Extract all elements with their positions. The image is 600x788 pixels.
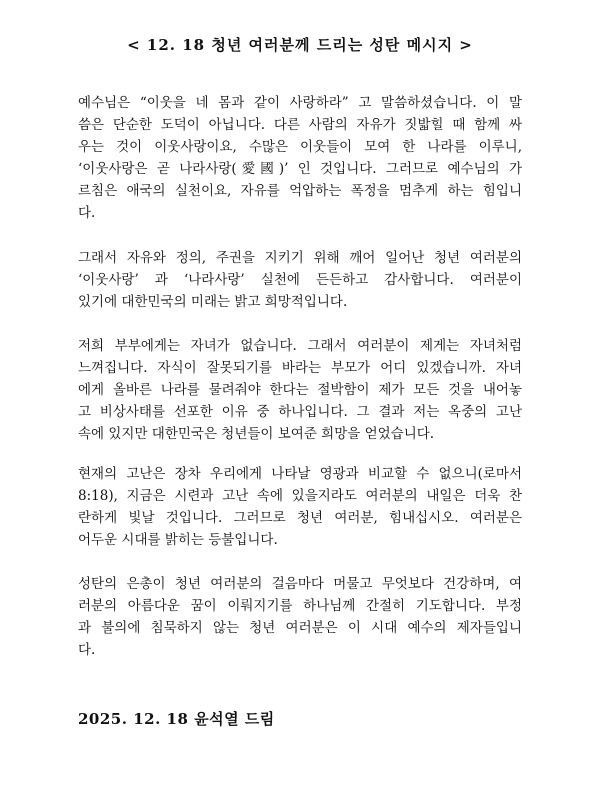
text-line: 씀은 단순한 도덕이 아닙니다. 다른 사람의 자유가 짓밟힐 때 함께 싸 [78,117,522,133]
paragraph-1 [78,92,522,224]
text-line: 있기에 대한민국의 미래는 밝고 희망적입니다. [78,294,348,310]
text-line: 고 비상사태를 선포한 이유 중 하나입니다. 그 결과 저는 옥중의 고난 [78,404,522,420]
text-line: 예수님은 “이웃을 네 몸과 같이 사랑하라” 고 말씀하셨습니다. 이 말 [78,95,522,111]
text-line: 그래서 자유와 정의, 주권을 지키기 위해 깨어 일어난 청년 여러분의 [78,250,522,266]
text-line: 어두운 시대를 밝히는 등불입니다. [78,532,278,548]
paragraph-3 [78,335,522,445]
text-line: 우는 것이 이웃사랑이요, 수많은 이웃들이 모여 한 나라를 이루니, [78,139,522,155]
text-line: 에게 올바른 나라를 물려줘야 한다는 절박함이 제가 모든 것을 내어놓 [78,382,522,398]
text-line: 저희 부부에게는 자녀가 없습니다. 그래서 여러분이 제게는 자녀처럼 [78,338,522,354]
text-line: 현재의 고난은 장차 우리에게 나타날 영광과 비교할 수 없으니(로마서 [78,466,522,482]
text-line: 8:18), 지금은 시련과 고난 속에 있을지라도 여러분의 내일은 더욱 찬 [78,488,522,504]
text-line: 란하게 빛날 것입니다. 그러므로 청년 여러분, 힘내십시오. 여러분은 [78,510,522,526]
signature: 2025. 12. 18 윤석열 드림 [78,710,275,728]
text-line: 다. [78,205,96,221]
text-line: 다. [78,642,96,658]
paragraph-2 [78,247,522,313]
text-line: ‘이웃사랑은 곧 나라사랑(愛國)’ 인 것입니다. 그러므로 예수님의 가 [78,161,522,177]
paragraph-5 [78,573,522,661]
text-line: 속에 있지만 대한민국은 청년들이 보여준 희망을 얻었습니다. [78,426,435,442]
text-line: 과 불의에 침묵하지 않는 청년 여러분은 이 시대 예수의 제자들입니 [78,620,522,636]
text-line: 러분의 아름다운 꿈이 이뤄지기를 하나님께 간절히 기도합니다. 부정 [78,598,522,614]
paragraph-4 [78,463,522,551]
text-line: ‘이웃사랑’ 과 ‘나라사랑’ 실천에 든든하고 감사합니다. 여러분이 [78,272,522,288]
text-line: 느껴집니다. 자식이 잘못되기를 바라는 부모가 어디 있겠습니까. 자녀 [78,360,522,376]
text-line: 르침은 애국의 실천이요, 자유를 억압하는 폭정을 멈추게 하는 힘입니 [78,183,522,199]
text-line: 성탄의 은총이 청년 여러분의 걸음마다 머물고 무엇보다 건강하며, 여 [78,576,522,592]
document-title: < 12. 18 청년 여러분께 드리는 성탄 메시지 > [127,36,473,54]
